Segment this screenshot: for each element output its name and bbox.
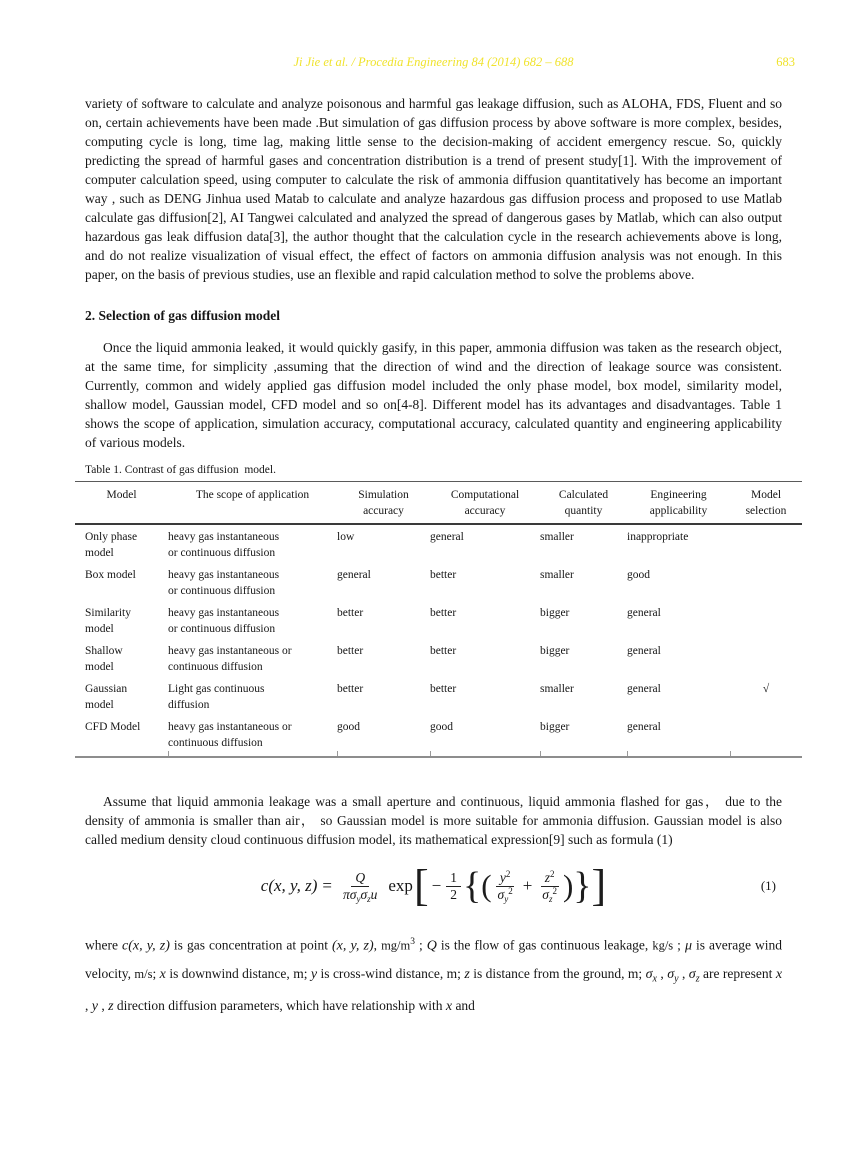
gas-diffusion-table [75, 481, 802, 758]
cell-engineering: general [627, 645, 661, 657]
cell-computational: better [430, 683, 457, 695]
cell-engineering: general [627, 607, 661, 619]
section-heading: 2. Selection of gas diffusion model [85, 308, 281, 323]
cell-model: Box model [85, 569, 136, 581]
running-header [85, 55, 795, 72]
col-header-simulation-accuracy: Simulation accuracy [358, 489, 409, 517]
fraction-q-over-pisigma: $\frac{Q}{\pi\sigma_y\sigma_zu}$ [343, 869, 378, 904]
col-header-engineering-applicability: Engineering applicability [649, 489, 708, 517]
cell-selection [730, 567, 802, 599]
cell-scope: heavy gas instantaneous or continuous diffusion [168, 645, 292, 673]
cell-simulation: general [337, 569, 371, 581]
cell-scope: Light gas continuous diffusion [168, 683, 265, 711]
cell-selection [730, 529, 802, 561]
table-caption: Table 1. Contrast of gas diffusion model. [85, 464, 276, 476]
cell-simulation: better [337, 645, 364, 657]
cell-selection [730, 643, 802, 675]
cell-simulation: good [337, 721, 360, 733]
cell-simulation: low [337, 531, 355, 543]
cell-computational: better [430, 645, 457, 657]
cell-calculated: bigger [540, 607, 570, 619]
cell-engineering: inappropriate [627, 531, 689, 543]
running-title: Ji Jie et al. / Procedia Engineering 84 (2014) 682 – 688 [293, 55, 574, 69]
cell-computational: better [430, 569, 457, 581]
column-tick [540, 751, 541, 756]
table-row-shallow [75, 639, 802, 677]
equation-number: (1) [760, 878, 776, 893]
paragraph-model-selection: Once the liquid ammonia leaked, it would quickly gasify, in this paper, ammonia diffusion was taken as the research object, at the same time, for simplicity ,assuming that the direction of wind and the direction of leakage source was consistent. Currently, common and widely applied gas diffusion model included the only phase model, box model, similarity model, shallow model, Gaussian model, CFD model and so on[4-8]. Different model has its advantages and disadvantages. Table 1 shows the scope of application, simulation accuracy, computational accuracy, calculated quantity and engineering applicability of various models. [85, 340, 782, 450]
cell-calculated: bigger [540, 721, 570, 733]
table-row-only-phase [75, 525, 802, 563]
cell-scope: heavy gas instantaneous or continuous diffusion [168, 607, 280, 635]
equation-1: c (x, y, z) = $\frac{Q}{\pi\sigma_y\sigma_zu}$ exp [ − $\frac{1}{2}$ { ( $\frac{y^2}{\sigma_y^2}$ + $\frac{z^2}{\sigma_z^2}$ ) } ] [260, 861, 607, 910]
where-paragraph: where c(x, y, z) is gas concentration at point (x, y, z), $mg/m^3$ ; Q is the flow of gas continuous leakage, kg/s ; μ is average wind velocity, m/s; x is downwind distance, m; y is cross-wind distance, m; z is distance from the ground, m; $\sigma_x$ , $\sigma_y$ , $\sigma_z$ are represent x , y , z direction diffusion parameters, which have relationship with x and [85, 937, 783, 1015]
column-tick [730, 751, 731, 756]
column-tick [337, 751, 338, 756]
cell-simulation: better [337, 683, 364, 695]
cell-model: Shallow model [85, 645, 123, 673]
cell-computational: better [430, 607, 457, 619]
cell-computational: general [430, 531, 464, 543]
cell-simulation: better [337, 607, 364, 619]
cell-model: CFD Model [85, 721, 141, 733]
cell-engineering: general [627, 683, 661, 695]
paragraph-gaussian: Assume that liquid ammonia leakage was a small aperture and continuous, liquid ammonia flashed for gas， due to the density of ammonia is smaller than air， so Gaussian model is more suitable for ammonia diffusion. Gaussian model is also called medium density cloud continuous diffusion model, its mathematical expression[9] such as formula (1) [85, 794, 782, 847]
cell-calculated: smaller [540, 683, 574, 695]
column-tick [430, 751, 431, 756]
col-header-computational-accuracy: Computational accuracy [450, 489, 520, 517]
cell-scope: heavy gas instantaneous or continuous diffusion [168, 531, 280, 559]
cell-engineering: good [627, 569, 650, 581]
cell-computational: good [430, 721, 453, 733]
equation-row [85, 853, 782, 919]
paragraph-intro: variety of software to calculate and analyze poisonous and harmful gas leakage diffusion, such as ALOHA, FDS, Fluent and so on, certain achievements have been made .But simulation of gas diffusion process by above software is more complex, besides, computing cycle is long, time lag, making little sense to the decision-making of accident emergency rescue. So, quickly predicting the spread of harmful gases and concentration distribution is a trend of present study[1]. With the improvement of computer calculation speed, using computer to calculate the risk of ammonia diffusion quantitatively has become an important way , such as DENG Jinhua used Matab to calculate and analyze hazardous gas diffusion process and proposed to use Matlab calculate gas diffusion[2], AI Tangwei calculated and analyzed the spread of dangerous gases by Matlab, which can also output hazardous gas leak diffusion data[3], the author thought that the calculation cycle in the research achievements above is long, and do not realize visualization of visual effect, the effect of factors on ammonia diffusion analysis was not enough. In this paper, on the basis of previous studies, use an flexible and rapid calculation method to solve the problems above. [85, 96, 782, 282]
cell-model: Gaussian model [85, 683, 128, 711]
cell-calculated: smaller [540, 531, 574, 543]
cell-model: Similarity model [85, 607, 131, 635]
cell-calculated: bigger [540, 645, 570, 657]
col-header-model: Model [106, 489, 137, 501]
table-row-gaussian [75, 677, 802, 715]
column-tick [168, 751, 169, 756]
cell-model: Only phase model [85, 531, 138, 559]
cell-selection [730, 719, 802, 751]
cell-scope: heavy gas instantaneous or continuous diffusion [168, 721, 292, 749]
col-header-calculated-quantity: Calculated quantity [558, 489, 609, 517]
table-bottom-rule [75, 756, 802, 758]
cell-scope: heavy gas instantaneous or continuous diffusion [168, 569, 280, 597]
table-header-row [75, 481, 802, 525]
cell-engineering: general [627, 721, 661, 733]
cell-selection [730, 605, 802, 637]
fraction-z2: $\frac{z^2}{\sigma_z^2}$ [542, 868, 557, 904]
column-tick [627, 751, 628, 756]
page-number: 683 [776, 55, 795, 69]
table-row-box [75, 563, 802, 601]
table-row-similarity [75, 601, 802, 639]
col-header-scope: The scope of application [195, 489, 310, 501]
cell-calculated: smaller [540, 569, 574, 581]
table-row-cfd [75, 715, 802, 753]
fraction-one-half: $\frac{1}{2}$ [446, 870, 461, 903]
col-header-model-selection: Model selection [745, 489, 787, 517]
model-selection-checkmark: √ [762, 683, 770, 695]
fraction-y2: $\frac{y^2}{\sigma_y^2}$ [497, 868, 513, 904]
